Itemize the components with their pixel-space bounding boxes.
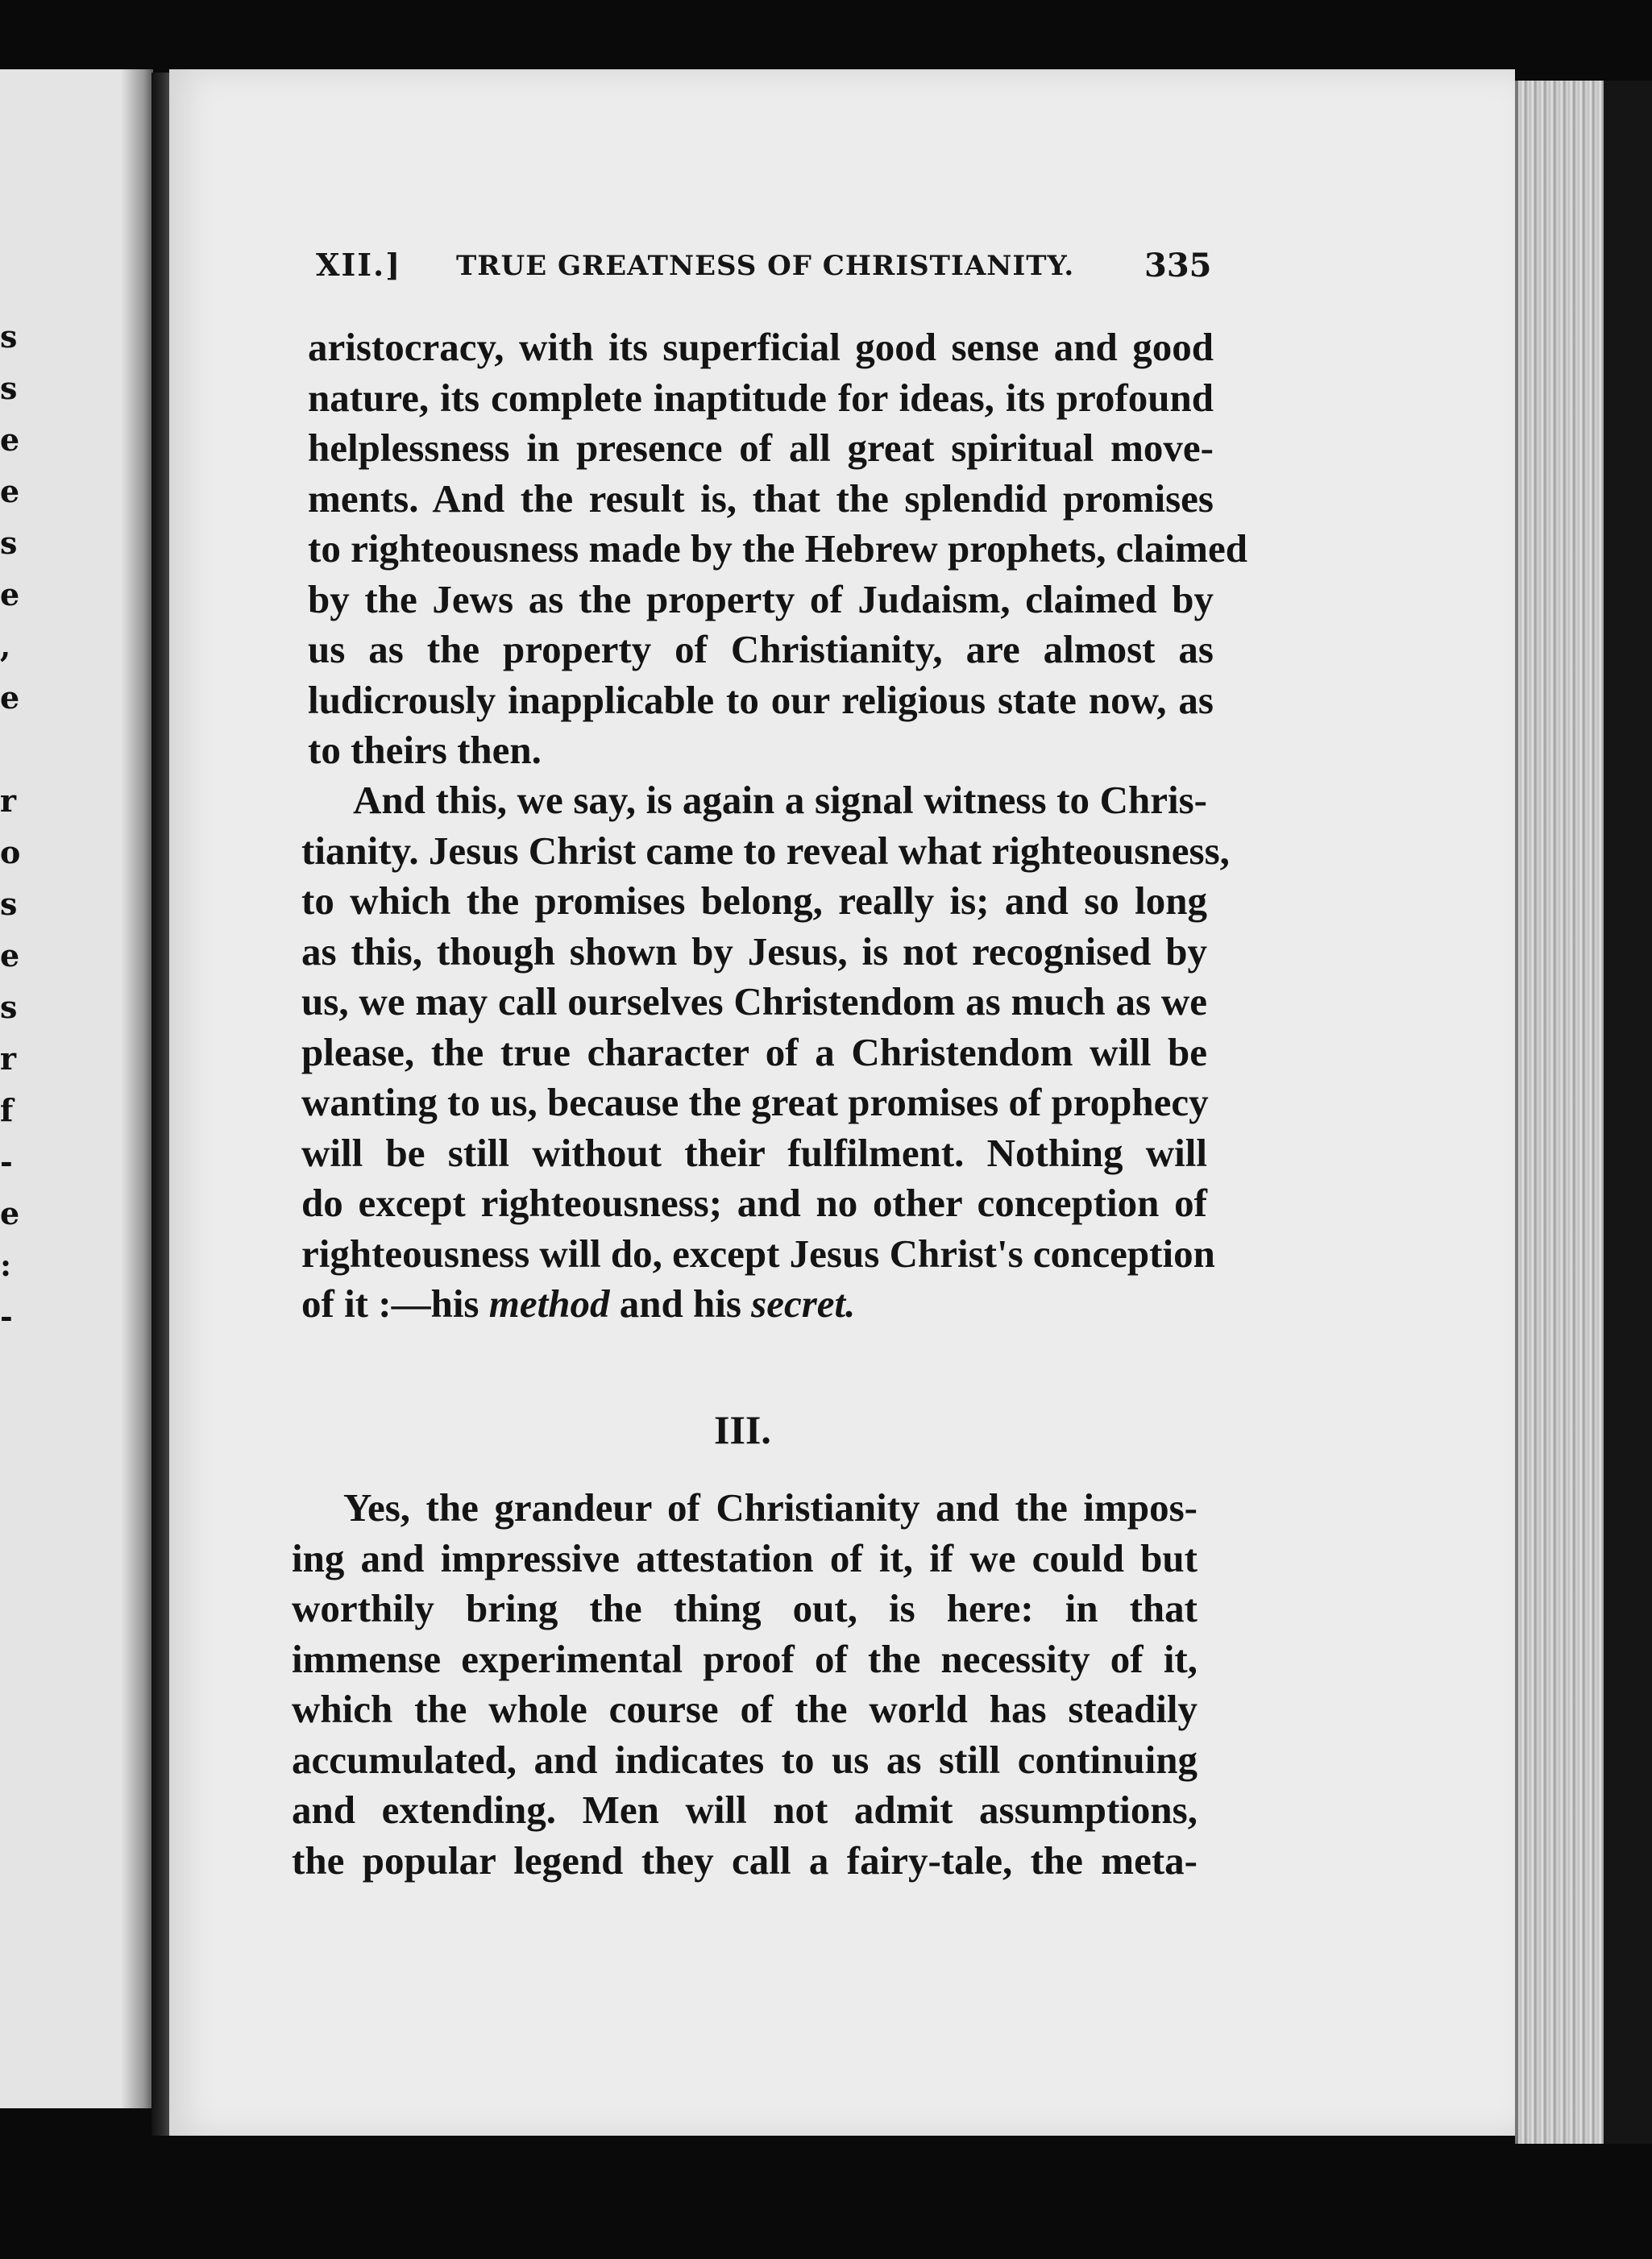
cut-char: s	[0, 525, 18, 561]
chapter-marker: XII.]	[316, 247, 402, 283]
cut-char: f	[0, 1092, 14, 1128]
text-line: please, the true character of a Christendom will be	[301, 1029, 1207, 1074]
text-fragment: of it :—his	[301, 1281, 489, 1326]
text-line: helplessness in presence of all great spiritual move-	[308, 426, 1214, 470]
text-line: which the whole course of the world has steadily	[292, 1687, 1197, 1731]
cut-char	[0, 724, 24, 775]
italic-word-secret: secret.	[751, 1281, 856, 1326]
text-line: ing and impressive attestation of it, if we could but	[292, 1535, 1197, 1580]
text-line: aristocracy, with its superficial good sense and good	[308, 325, 1214, 369]
text-line: ludicrously inapplicable to our religious state now, as	[308, 677, 1214, 722]
text-line: as this, though shown by Jesus, is not recognised by	[301, 928, 1207, 974]
italic-word-method: method	[488, 1281, 610, 1326]
text-line: tianity. Jesus Christ came to reveal what righteousness,	[301, 828, 1230, 873]
cut-char: e	[0, 473, 20, 509]
running-header	[0, 247, 1652, 295]
cut-char: s	[0, 318, 18, 355]
section-number: III.	[714, 1407, 771, 1452]
text-line: to theirs then.	[308, 728, 542, 772]
text-line: us, we may call ourselves Christendom as much as we	[301, 979, 1207, 1024]
text-line: And this, we say, is again a signal witness to Chris-	[353, 778, 1207, 822]
cut-char: o	[0, 834, 21, 870]
text-line: ments. And the result is, that the splendid promises	[308, 475, 1214, 521]
right-dark-border	[1604, 81, 1652, 2144]
cut-char: s	[0, 886, 18, 922]
text-line: by the Jews as the property of Judaism, claimed by	[308, 576, 1214, 621]
text-line: do except righteousness; and no other conception of	[301, 1181, 1207, 1225]
cut-char: s	[0, 370, 18, 406]
cut-char: e	[0, 421, 20, 458]
cut-char: s	[0, 989, 18, 1025]
cut-char: r	[0, 1040, 17, 1077]
paragraph-3	[292, 1483, 1197, 1886]
text-line: the popular legend they call a fairy-tale, the meta-	[292, 1838, 1197, 1883]
text-line: accumulated, and indicates to us as still continuing	[292, 1737, 1197, 1782]
previous-page-cut-text	[0, 311, 24, 1343]
cut-char: r	[0, 783, 17, 819]
page-number: 335	[1144, 247, 1212, 284]
running-title: TRUE GREATNESS OF CHRISTIANITY.	[456, 250, 1075, 282]
text-fragment: and his	[609, 1281, 752, 1326]
text-line: and extending. Men will not admit assumptions,	[292, 1788, 1197, 1832]
text-line-last	[301, 1279, 1207, 1330]
cut-char: :	[0, 1247, 12, 1283]
book-gutter	[152, 73, 169, 2136]
cut-char: e	[0, 679, 20, 716]
text-line: wanting to us, because the great promises of prophecy	[301, 1080, 1209, 1124]
cut-char: e	[0, 1195, 20, 1231]
paragraph-1	[308, 322, 1247, 776]
cut-char: -	[0, 1144, 13, 1180]
text-line: nature, its complete inaptitude for ideas, its profound	[308, 375, 1214, 420]
text-line: us as the property of Christianity, are almost as	[308, 627, 1214, 671]
cut-char: -	[0, 1298, 13, 1335]
gutter-shadow	[121, 69, 153, 2108]
text-line: to which the promises belong, really is; and so long	[301, 878, 1207, 923]
previous-page-sliver	[0, 69, 153, 2108]
text-line: worthily bring the thing out, is here: in that	[292, 1586, 1197, 1630]
text-line: Yes, the grandeur of Christianity and the impos-	[343, 1485, 1197, 1530]
page-stack-edge	[1515, 81, 1615, 2144]
cut-char: e	[0, 576, 20, 613]
text-line: immense experimental proof of the necessity of it,	[292, 1636, 1197, 1681]
cut-char: e	[0, 937, 20, 974]
cut-char: ,	[0, 628, 11, 664]
text-line: will be still without their fulfilment. Nothing will	[301, 1130, 1207, 1175]
paragraph-2	[301, 775, 1230, 1330]
text-line: to righteousness made by the Hebrew prophets, claimed	[308, 526, 1247, 571]
text-line: righteousness will do, except Jesus Christ's conception	[301, 1231, 1215, 1276]
